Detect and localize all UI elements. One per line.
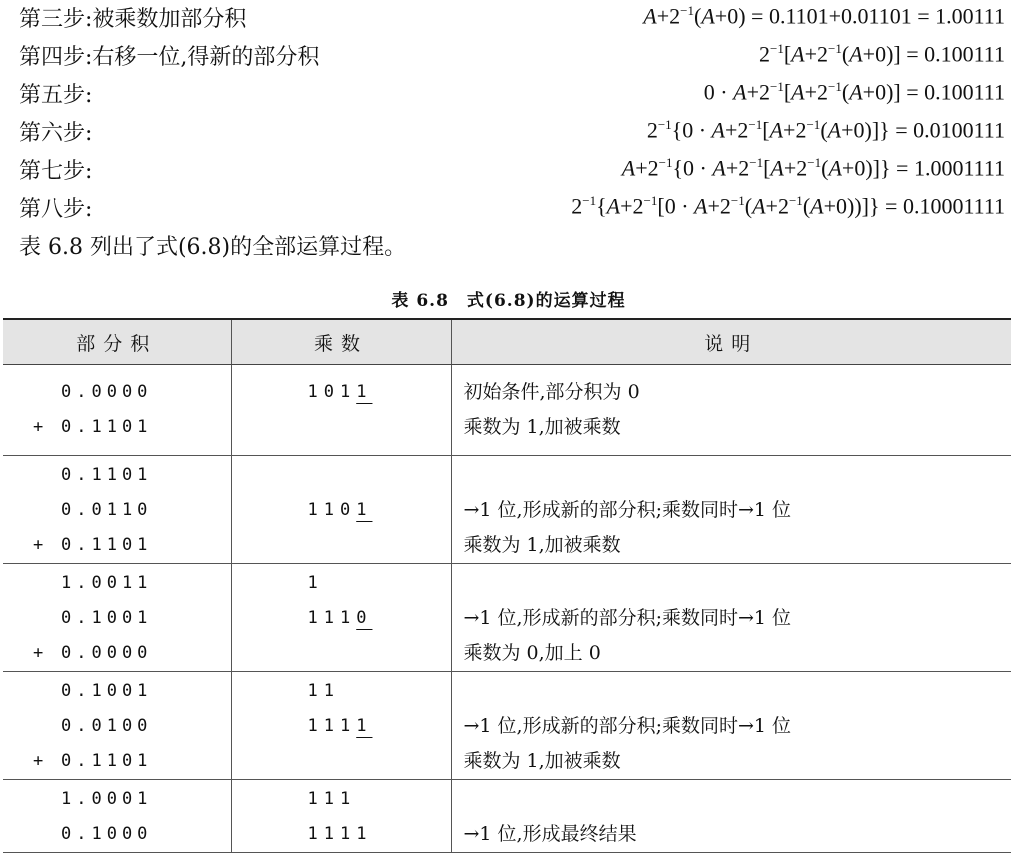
description-line [452, 566, 1012, 601]
step-formula: $2^{-1}\{0 \cdot A+2^{-1}[A+2^{-1}(A+0)]\} = 0.0100111$ [646, 117, 1005, 143]
multiplier-cell [231, 456, 451, 564]
description-line: 乘数为 1,加被乘数 [463, 534, 621, 556]
step-label: 第八步: [19, 197, 93, 222]
description-cell [451, 780, 1011, 853]
partial-product-value: 0.0000 [61, 643, 153, 663]
partial-product-value: 0.0110 [61, 500, 153, 520]
partial-product-cell [3, 780, 231, 853]
multiplier-bits: 111 [307, 716, 357, 736]
step-formula: $A+2^{-1}\{0 \cdot A+2^{-1}[A+2^{-1}(A+0)]\} = 1.0001111$ [621, 155, 1005, 181]
multiplier-line [232, 566, 451, 601]
multiplier-line [232, 528, 451, 563]
multiplier-bits: 1 [307, 573, 324, 593]
multiplier-cell [231, 780, 451, 853]
step-formula: $A+2^{-1}(A+0) = 0.1101+0.01101 = 1.00111$ [643, 3, 1005, 29]
step-row [0, 76, 1017, 114]
multiplier-line [232, 709, 451, 744]
current-bit-underlined: 0 [356, 608, 373, 628]
multiplier-line [232, 674, 451, 709]
partial-product-line [3, 566, 231, 601]
partial-product-line [3, 782, 231, 817]
header-multiplier: 乘数 [231, 319, 451, 365]
description-line [452, 674, 1012, 709]
multiplier-line [232, 782, 451, 817]
table-row [3, 780, 1011, 853]
table-caption: 表 6.8 式(6.8)的运算过程 [391, 291, 626, 311]
partial-product-cell [3, 365, 231, 456]
step-formula: $2^{-1}\{A+2^{-1}[0 \cdot A+2^{-1}(A+2^{-1}(A+0))]\} = 0.10001111$ [571, 193, 1005, 219]
multiplier-line [232, 744, 451, 779]
multiplier-line [232, 636, 451, 671]
description-cell [451, 456, 1011, 564]
summary-paragraph: 表 6.8 列出了式(6.8)的全部运算过程。 [19, 235, 407, 260]
step-formula: $2^{-1}[A+2^{-1}(A+0)] = 0.100111$ [758, 41, 1005, 67]
description-line: →1 位,形成新的部分积;乘数同时→1 位 [463, 715, 792, 737]
multiplier-cell [231, 564, 451, 672]
partial-product-value: 0.1000 [61, 824, 153, 844]
step-row [0, 114, 1017, 152]
partial-product-line [3, 674, 231, 709]
calculation-steps [0, 0, 1017, 228]
partial-product-value: 0.1001 [61, 608, 153, 628]
multiplier-cell [231, 365, 451, 456]
operator-sign: + [33, 417, 44, 437]
partial-product-cell [3, 672, 231, 780]
multiplier-line [232, 410, 451, 445]
multiplier-line [232, 493, 451, 528]
partial-product-cell [3, 456, 231, 564]
step-label: 第七步: [19, 159, 93, 184]
table-header-row [3, 319, 1011, 365]
operator-sign: + [33, 643, 44, 663]
multiplier-bits: 111 [307, 789, 357, 809]
multiplier-bits: 111 [307, 608, 357, 628]
partial-product-line [3, 636, 231, 671]
description-line [452, 782, 1012, 817]
description-line: →1 位,形成新的部分积;乘数同时→1 位 [463, 607, 792, 629]
description-line: 初始条件,部分积为 0 [463, 381, 640, 403]
current-bit-underlined: 1 [356, 382, 373, 402]
multiplier-bits: 1111 [307, 824, 373, 844]
description-line [452, 458, 1012, 493]
description-line: 乘数为 1,加被乘数 [463, 750, 621, 772]
multiplier-bits: 11 [307, 681, 340, 701]
table-row [3, 365, 1011, 456]
description-cell [451, 672, 1011, 780]
step-formula: $0 \cdot A+2^{-1}[A+2^{-1}(A+0)] = 0.100111$ [703, 79, 1005, 105]
multiplier-bits: 101 [307, 382, 357, 402]
partial-product-value: 0.1101 [61, 465, 153, 485]
partial-product-line [3, 493, 231, 528]
multiplier-line [232, 458, 451, 493]
step-row [0, 190, 1017, 228]
partial-product-line [3, 601, 231, 636]
step-row [0, 0, 1017, 38]
multiplier-bits: 110 [307, 500, 357, 520]
description-line: →1 位,形成最终结果 [463, 823, 637, 845]
partial-product-value: 0.1001 [61, 681, 153, 701]
partial-product-line [3, 458, 231, 493]
current-bit-underlined: 1 [356, 716, 373, 736]
table-row [3, 564, 1011, 672]
partial-product-cell [3, 564, 231, 672]
partial-product-line [3, 744, 231, 779]
multiplier-line [232, 817, 451, 852]
multiplier-line [232, 601, 451, 636]
description-line: →1 位,形成新的部分积;乘数同时→1 位 [463, 499, 792, 521]
current-bit-underlined: 1 [356, 500, 373, 520]
operator-sign: + [33, 535, 44, 555]
operation-table [3, 318, 1011, 853]
partial-product-value: 1.0001 [61, 789, 153, 809]
multiplier-line [232, 375, 451, 410]
operator-sign: + [33, 751, 44, 771]
table-body [3, 365, 1011, 853]
partial-product-line [3, 709, 231, 744]
partial-product-value: 0.1101 [61, 417, 153, 437]
partial-product-line [3, 375, 231, 410]
description-line: 乘数为 1,加被乘数 [463, 416, 621, 438]
partial-product-value: 1.0011 [61, 573, 153, 593]
step-row [0, 152, 1017, 190]
header-partial-product: 部分积 [3, 319, 231, 365]
multiplier-cell [231, 672, 451, 780]
step-row [0, 38, 1017, 76]
step-label: 第四步:右移一位,得新的部分积 [19, 45, 320, 70]
partial-product-value: 0.0000 [61, 382, 153, 402]
table-row [3, 456, 1011, 564]
partial-product-line [3, 410, 231, 445]
partial-product-value: 0.1101 [61, 535, 153, 555]
table-row [3, 672, 1011, 780]
partial-product-line [3, 817, 231, 852]
step-label: 第三步:被乘数加部分积 [19, 7, 247, 32]
step-label: 第六步: [19, 121, 93, 146]
description-cell [451, 365, 1011, 456]
description-line: 乘数为 0,加上 0 [463, 642, 601, 664]
description-cell [451, 564, 1011, 672]
partial-product-line [3, 528, 231, 563]
header-description: 说明 [451, 319, 1011, 365]
partial-product-value: 0.0100 [61, 716, 153, 736]
step-label: 第五步: [19, 83, 93, 108]
partial-product-value: 0.1101 [61, 751, 153, 771]
